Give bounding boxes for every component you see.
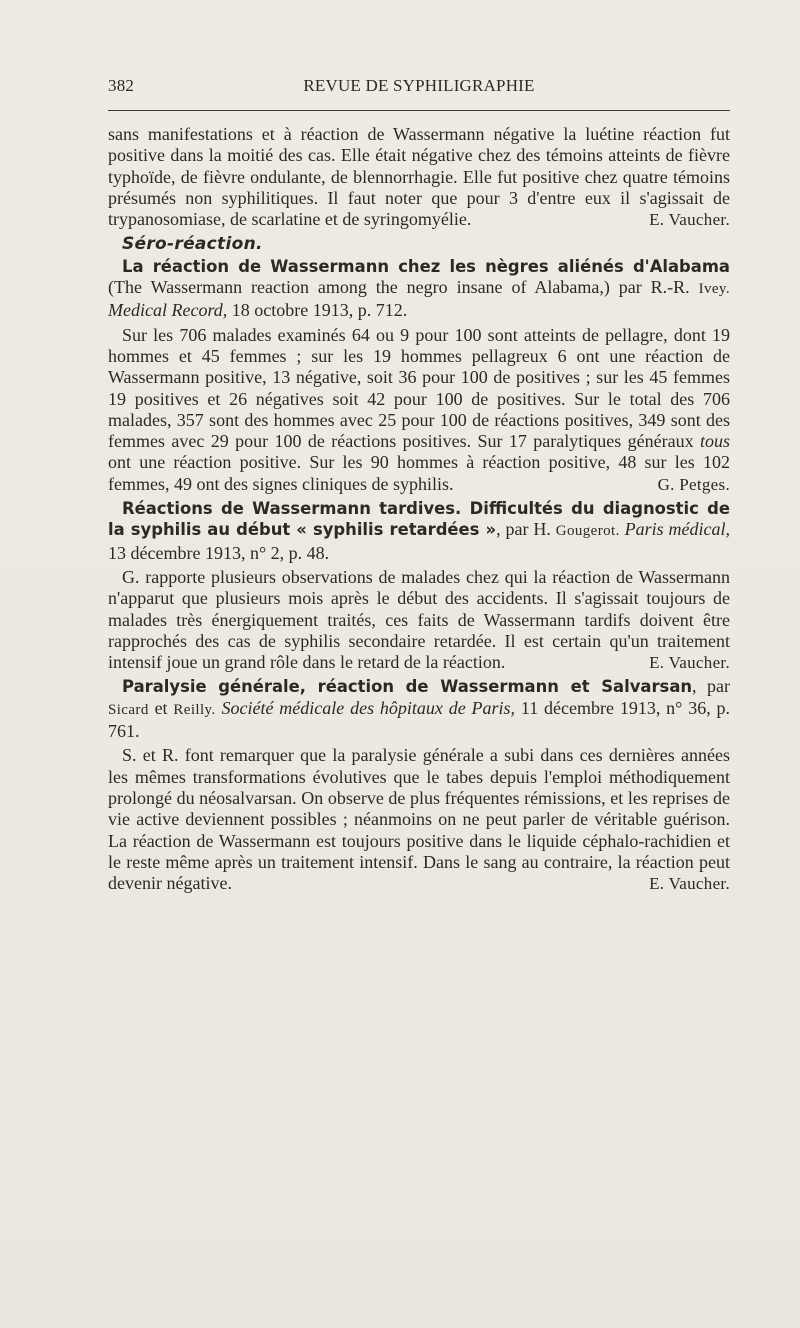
- continuation-text: sans manifestations et à réaction de Wassermann négative la luétine réaction fut positive dans la moitié des cas. Elle était négative chez des témoins atteints de fièvre typhoïde, de fièvre ondulante, de blennorrhagie. Elle fut positive chez quatre témoins présumés non syphilitiques. Il faut noter que pour 3 d'entre eux il s'agissait de trypanosomiase, de scarlatine et de syringomyélie.: [108, 124, 730, 230]
- page-number: 382: [108, 76, 135, 95]
- article-heading: [108, 498, 730, 564]
- article-body: [108, 325, 730, 495]
- citation-text: , par H.: [496, 519, 556, 540]
- article-heading: [108, 676, 730, 742]
- header-rule: [108, 110, 730, 111]
- body-text: G. rapporte plusieurs observations de malades chez qui la réaction de Wassermann n'apparut que plusieurs mois après le début des accidents. Il s'agissait toujours de malades très énergiquement traités, ces faits de Wassermann tardifs doivent être rapprochés des cas de syphilis secondaire retardée. Il est certain qu'un traitement intensif joue un grand rôle dans le retard de la réaction.: [108, 566, 730, 673]
- citation-text: , par: [692, 676, 730, 697]
- article-body: [108, 745, 730, 894]
- body-emphasis: tous: [699, 431, 730, 452]
- author-name: Ivey.: [698, 281, 730, 298]
- article-heading: [108, 256, 730, 322]
- article-title: Réactions de Wassermann tardives. Difficultés du diagnostic de la syphilis au début « syphilis retardées »: [108, 499, 730, 540]
- journal-name: Medical Record,: [108, 300, 228, 321]
- author-name: Gougerot.: [555, 523, 620, 540]
- body-text-end: ont une réaction positive. Sur les 90 hommes à réaction positive, 48 sur les 102 femmes, 49 ont des signes cliniques de syphilis.: [108, 452, 730, 494]
- author-connector: et: [148, 697, 174, 718]
- signature: E. Vaucher.: [649, 874, 730, 894]
- article-body: [108, 567, 730, 673]
- author-name-2: Reilly.: [173, 701, 216, 718]
- article-title: La réaction de Wassermann chez les nègres aliénés d'Alabama: [122, 256, 730, 276]
- article-title: Paralysie générale, réaction de Wassermann et Salvarsan: [122, 677, 693, 697]
- signature: E. Vaucher.: [649, 653, 730, 673]
- journal-name: Société médicale des hôpitaux de Paris,: [221, 697, 516, 718]
- journal-name: Paris médical,: [624, 519, 731, 540]
- page-header: [108, 76, 730, 100]
- citation-details: 11 décembre 1913, n° 36, p. 761.: [108, 697, 731, 742]
- section-heading: Séro-réaction.: [122, 234, 263, 255]
- body-text: Sur les 706 malades examinés 64 ou 9 pour 100 sont atteints de pellagre, dont 19 hommes et 45 femmes ; sur les 19 hommes pellagreux 6 ont une réaction de Wassermann positive, 13 négative, soit 36 pour 100 de positives ; sur les 45 femmes 19 positives et 26 négatives soit 42 pour 100 de positives. Sur le total des 706 malades, 357 sont des hommes avec 25 pour 100 de réactions positives, 349 sont des femmes avec 29 pour 100 de réactions positives. Sur 17 paralytiques généraux: [108, 324, 730, 452]
- continuation-paragraph: [108, 124, 730, 230]
- author-name: Sicard: [108, 701, 149, 718]
- body-text: S. et R. font remarquer que la paralysie générale a subi dans ces dernières années les mêmes transformations évolutives que le tabes depuis l'emploi méthodiquement prolongé du néosalvarsan. On observe de plus fréquentes rémissions, et les reprises de vie active deviennent possibles ; néanmoins on ne peut parler de véritable guérison. La réaction de Wassermann est toujours positive dans le liquide céphalo-rachidien et le reste même après un traitement intensif. Dans le sang au contraire, la réaction peut devenir négative.: [108, 745, 730, 894]
- signature: E. Vaucher.: [649, 210, 730, 230]
- running-title: REVUE DE SYPHILIGRAPHIE: [303, 76, 535, 95]
- signature: G. Petges.: [657, 474, 730, 494]
- citation-details: 18 octobre 1913, p. 712.: [227, 300, 408, 321]
- citation-details: 13 décembre 1913, n° 2, p. 48.: [108, 542, 330, 563]
- page-content: [108, 124, 730, 894]
- citation-text: (The Wassermann reaction among the negro insane of Alabama,) par R.-R.: [108, 277, 699, 298]
